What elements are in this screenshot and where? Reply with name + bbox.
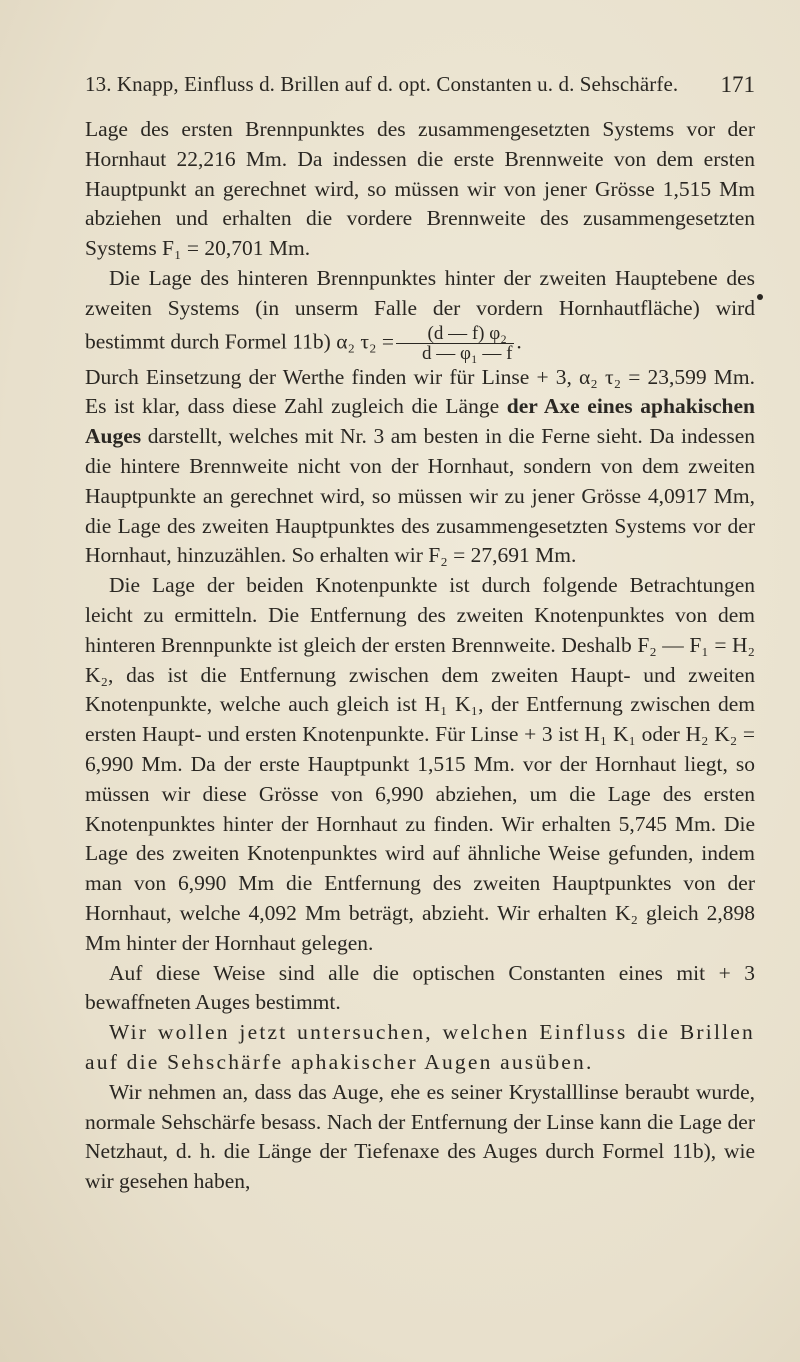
paragraph-3-continuation: darstellt, welches mit Nr. 3 am besten in die Ferne sieht. Da indessen die hintere Brennweite nicht von der Hornhaut, sondern von dem zweiten Hauptpunkte an gerechnet wird, so müssen wir zu jener Grösse 4,0917 Mm, die Lage des zweiten Hauptpunktes des zusammengesetzten Systems vor der Hornhaut, hinzuzählen. So erhalten wir F₂ = 27,691 Mm. bbox=[85, 424, 755, 568]
ink-dot-mark bbox=[757, 294, 763, 300]
paragraph-3-text: Durch Einsetzung der Werthe finden wir für Linse + 3, α₂ τ₂ = 23,599 Mm. Es ist klar, dass diese Zahl zugleich die Länge bbox=[85, 364, 755, 419]
paragraph-3 bbox=[85, 363, 755, 572]
paragraph-4: Die Lage der beiden Knotenpunkte ist durch folgende Betrachtungen leicht zu ermitteln. Die Entfernung des zweiten Knotenpunktes von dem hinteren Brennpunkte ist gleich der ersten Brennweite. Deshalb F₂ — F₁ = H₂ K₂, das ist die Entfernung zwischen dem zweiten Haupt- und zweiten Knotenpunkte, welche auch gleich ist H₁ K₁, der Entfernung zwischen dem ersten Haupt- und ersten Knotenpunkte. Für Linse + 3 ist H₁ K₁ oder H₂ K₂ = 6,990 Mm. Da der erste Hauptpunkt 1,515 Mm. vor der Hornhaut liegt, so müssen wir diese Grösse von 6,990 abziehen, um die Lage des ersten Knotenpunktes hinter der Hornhaut zu finden. Wir erhalten 5,745 Mm. Die Lage des zweiten Knotenpunktes wird auf ähnliche Weise gefunden, indem man von 6,990 Mm die Entfernung des zweiten Hauptpunktes von der Hornhaut, welche 4,092 Mm beträgt, abzieht. Wir erhalten K₂ gleich 2,898 Mm hinter der Hornhaut gelegen. bbox=[85, 573, 755, 955]
running-head: 13. Knapp, Einfluss d. Brillen auf d. opt. Constanten u. d. Sehschärfe. bbox=[85, 72, 679, 96]
formula-fraction bbox=[396, 324, 514, 363]
formula-numerator: (d — f) φ₂ bbox=[396, 324, 514, 344]
formula-lhs: α₂ τ₂ = bbox=[336, 329, 394, 354]
paragraph-6: Wir wollen jetzt untersuchen, welchen Einfluss die Brillen auf die Sehschärfe aphakischer Augen ausüben. bbox=[85, 1020, 755, 1074]
paragraph-2-text: Die Lage des hinteren Brennpunktes hinter der zweiten Hauptebene des zweiten Systems (in unserm Falle der vordern Hornhautfläche) wird bestimmt durch Formel 11b) bbox=[85, 265, 755, 354]
paragraph-5: Auf diese Weise sind alle die optischen Constanten eines mit + 3 bewaffneten Auges bestimmt. bbox=[85, 960, 755, 1015]
formula-trailing: . bbox=[516, 329, 522, 354]
page-header bbox=[85, 72, 755, 102]
page-number: 171 bbox=[720, 72, 755, 97]
paragraph-2 bbox=[85, 264, 755, 363]
formula-denominator: d — φ₁ — f bbox=[421, 342, 513, 364]
body-text bbox=[85, 115, 755, 1197]
paragraph-7: Wir nehmen an, dass das Auge, ehe es seiner Krystalllinse beraubt wurde, normale Sehschärfe besass. Nach der Entfernung der Linse kann die Lage der Netzhaut, d. h. die Länge der Tiefenaxe des Auges durch Formel 11b), wie wir gesehen haben, bbox=[85, 1079, 755, 1194]
paragraph-1: Lage des ersten Brennpunktes des zusammengesetzten Systems vor der Hornhaut 22,216 Mm. Da indessen die erste Brennweite von dem ersten Hauptpunkt an gerechnet wird, so müssen wir von jener Grösse 1,515 Mm abziehen und erhalten die vordere Brennweite des zusammengesetzten Systems F₁ = 20,701 Mm. bbox=[85, 117, 755, 261]
emphasized-phrase: der Axe eines aphakischen Auges bbox=[85, 394, 755, 449]
